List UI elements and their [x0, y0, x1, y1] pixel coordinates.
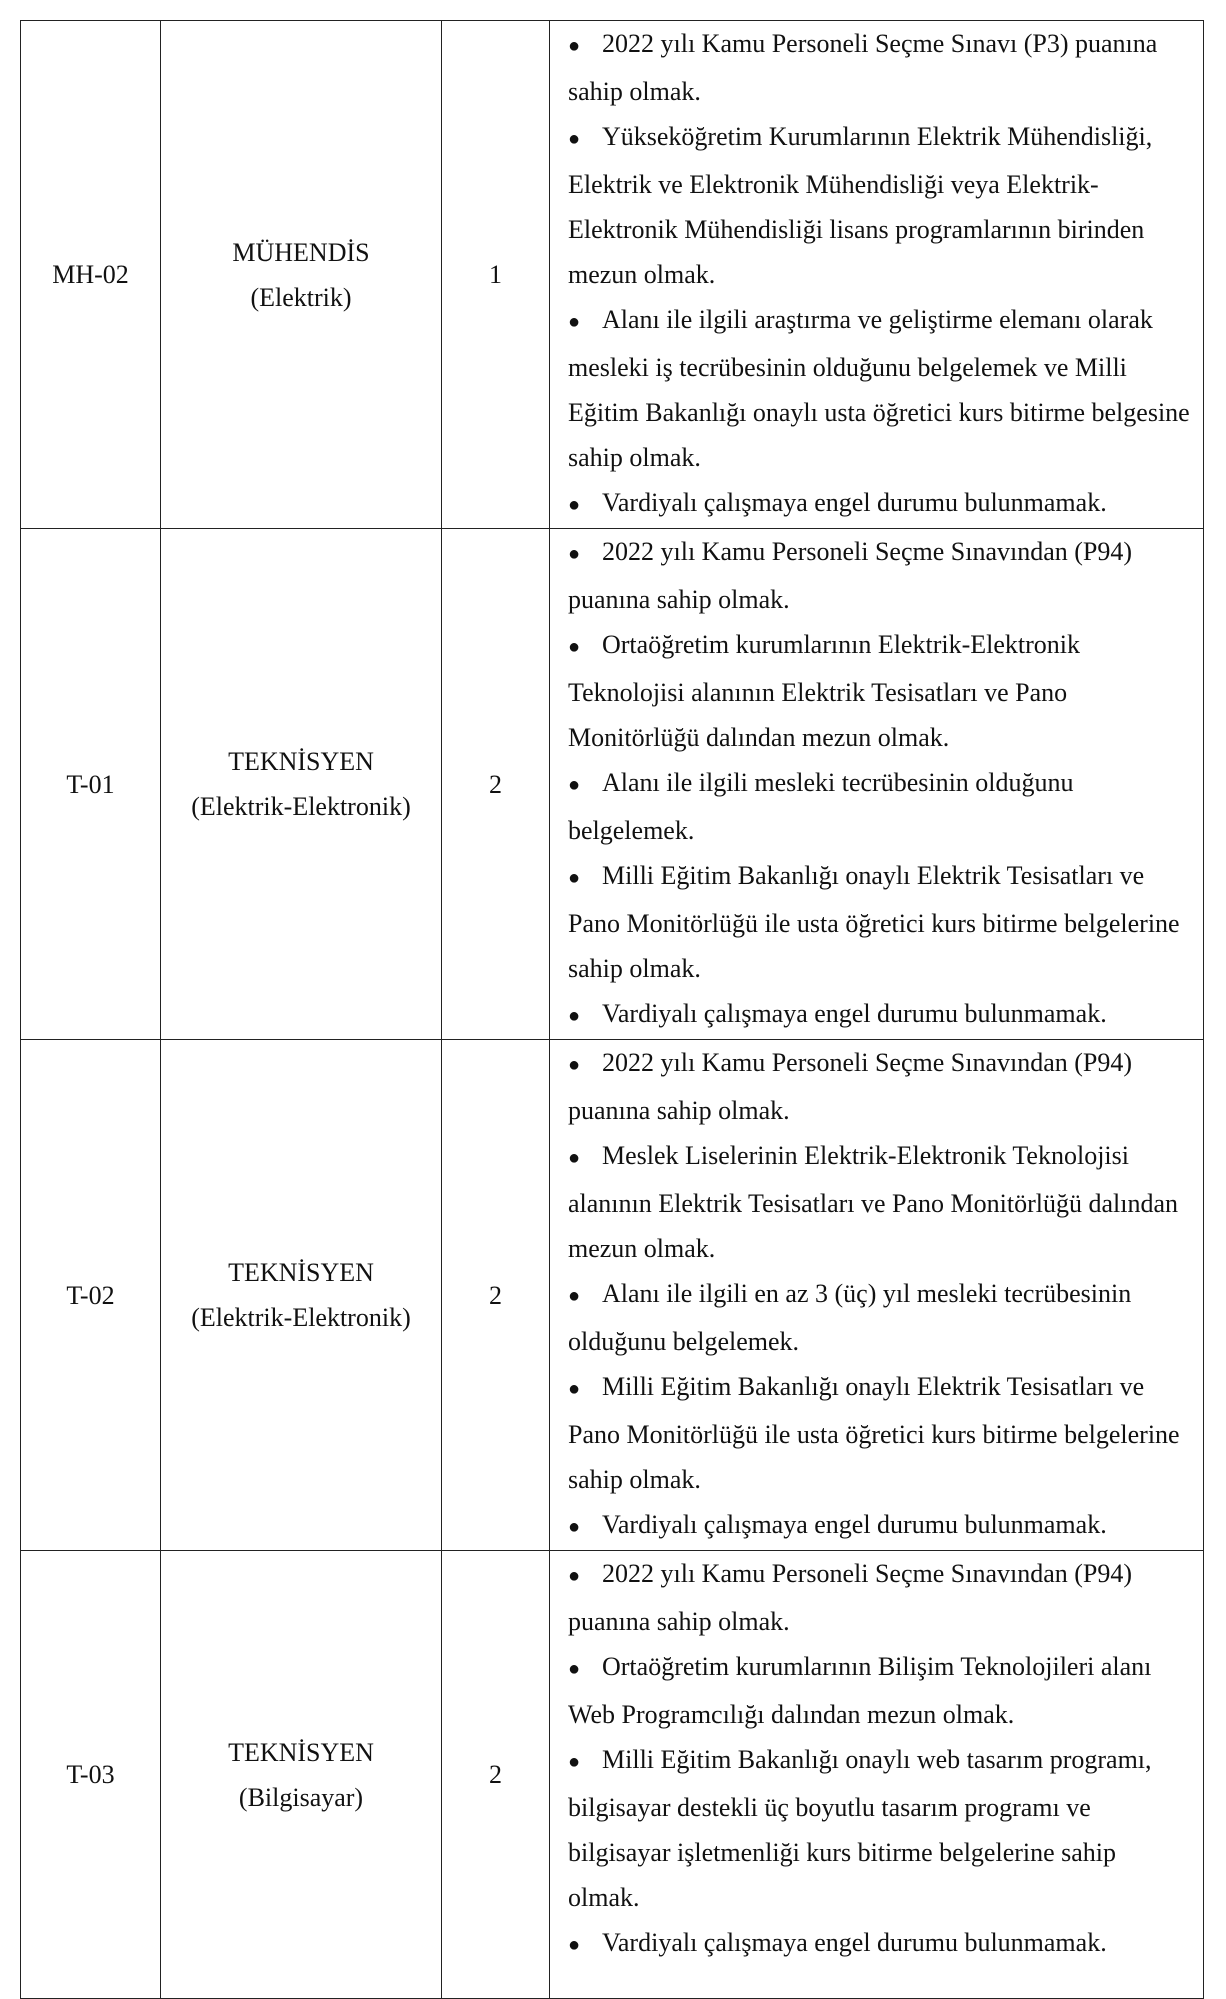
position-code: MH-02 — [21, 21, 161, 529]
bullet-icon: ● — [568, 1751, 581, 1773]
position-title: MÜHENDİS — [232, 237, 370, 267]
requirement-text: Milli Eğitim Bakanlığı onaylı web tasarım programı, bilgisayar destekli üç boyutlu tasarım programı ve bilgisayar işletmenliği kurs bitirme belgelerine sahip olmak. — [568, 1745, 1152, 1912]
requirement-text: Ortaöğretim kurumlarının Bilişim Teknolojileri alanı Web Programcılığı dalından mezun olmak. — [568, 1652, 1152, 1729]
bullet-icon: ● — [568, 311, 581, 333]
requirement-text: Alanı ile ilgili en az 3 (üç) yıl mesleki tecrübesinin olduğunu belgelemek. — [568, 1279, 1132, 1356]
requirements-cell — [550, 21, 1204, 529]
position-subtitle: (Elektrik-Elektronik) — [191, 792, 411, 821]
requirement-text: Vardiyalı çalışmaya engel durumu bulunmamak. — [602, 999, 1107, 1028]
position-count: 1 — [442, 21, 550, 529]
requirement-text: Vardiyalı çalışmaya engel durumu bulunmamak. — [602, 488, 1107, 517]
bullet-icon: ● — [568, 1285, 581, 1307]
list-item — [568, 114, 1193, 297]
requirements-table — [20, 20, 1204, 1999]
position-title: TEKNİSYEN — [228, 1258, 374, 1287]
bullet-icon: ● — [568, 636, 581, 658]
list-item — [568, 297, 1193, 480]
bullet-icon: ● — [568, 1658, 581, 1680]
list-item — [568, 21, 1193, 114]
bullet-icon: ● — [568, 1516, 581, 1538]
position-code: T-02 — [21, 1040, 161, 1551]
list-item — [568, 1644, 1193, 1737]
list-item — [568, 1737, 1193, 1920]
list-item — [568, 622, 1193, 760]
requirements-cell — [550, 1551, 1204, 1999]
requirement-text: Milli Eğitim Bakanlığı onaylı Elektrik Tesisatları ve Pano Monitörlüğü ile usta öğretici kurs bitirme belgelerine sahip olmak. — [568, 1372, 1180, 1494]
requirements-table-body — [21, 21, 1204, 1999]
bullet-icon: ● — [568, 128, 581, 150]
bullet-icon: ● — [568, 1378, 581, 1400]
list-item — [568, 480, 1193, 528]
list-item — [568, 853, 1193, 991]
table-row — [21, 529, 1204, 1040]
bullet-icon: ● — [568, 35, 581, 57]
table-row — [21, 21, 1204, 529]
bullet-icon: ● — [568, 494, 581, 516]
position-count: 2 — [442, 1040, 550, 1551]
requirement-text: Meslek Liselerinin Elektrik-Elektronik Teknolojisi alanının Elektrik Tesisatları ve Pano Monitörlüğü dalından mezun olmak. — [568, 1141, 1179, 1263]
requirement-text: Vardiyalı çalışmaya engel durumu bulunmamak. — [602, 1928, 1107, 1957]
requirement-text: Alanı ile ilgili araştırma ve geliştirme elemanı olarak mesleki iş tecrübesinin olduğunu belgelemek ve Milli Eğitim Bakanlığı onaylı usta öğretici kurs bitirme belgesine sahip olmak. — [568, 305, 1190, 472]
requirement-text: Milli Eğitim Bakanlığı onaylı Elektrik Tesisatları ve Pano Monitörlüğü ile usta öğretici kurs bitirme belgelerine sahip olmak. — [568, 861, 1180, 983]
position-title-cell — [161, 1551, 442, 1999]
position-title-cell — [161, 529, 442, 1040]
position-title-cell — [161, 21, 442, 529]
requirement-text: 2022 yılı Kamu Personeli Seçme Sınavı (P3) puanına sahip olmak. — [568, 29, 1158, 106]
list-item — [568, 1271, 1193, 1364]
list-item — [568, 760, 1193, 853]
list-item — [568, 1502, 1193, 1550]
list-item — [568, 1551, 1193, 1644]
position-count: 2 — [442, 1551, 550, 1999]
list-item — [568, 1133, 1193, 1271]
bullet-icon: ● — [568, 1005, 581, 1027]
position-subtitle: (Bilgisayar) — [238, 1782, 364, 1812]
bullet-icon: ● — [568, 1054, 581, 1076]
list-item — [568, 991, 1193, 1039]
list-item — [568, 1040, 1193, 1133]
table-row — [21, 1040, 1204, 1551]
bullet-icon: ● — [568, 1147, 581, 1169]
bullet-icon: ● — [568, 1565, 581, 1587]
position-title: TEKNİSYEN — [228, 1737, 374, 1767]
requirement-text: Vardiyalı çalışmaya engel durumu bulunmamak. — [602, 1510, 1107, 1539]
requirements-cell — [550, 1040, 1204, 1551]
position-count: 2 — [442, 529, 550, 1040]
table-row — [21, 1551, 1204, 1999]
requirement-text: Yükseköğretim Kurumlarının Elektrik Mühendisliği, Elektrik ve Elektronik Mühendisliği veya Elektrik-Elektronik Mühendisliği lisans programlarının birinden mezun olmak. — [568, 122, 1153, 289]
list-item — [568, 529, 1193, 622]
list-item — [568, 1920, 1193, 1968]
requirements-cell — [550, 529, 1204, 1040]
requirement-text: 2022 yılı Kamu Personeli Seçme Sınavından (P94) puanına sahip olmak. — [568, 1048, 1133, 1125]
position-subtitle: (Elektrik-Elektronik) — [191, 1303, 411, 1332]
requirement-text: 2022 yılı Kamu Personeli Seçme Sınavından (P94) puanına sahip olmak. — [568, 537, 1133, 614]
requirement-text: Ortaöğretim kurumlarının Elektrik-Elektronik Teknolojisi alanının Elektrik Tesisatları ve Pano Monitörlüğü dalından mezun olmak. — [568, 630, 1080, 752]
position-code: T-03 — [21, 1551, 161, 1999]
position-subtitle: (Elektrik) — [250, 282, 352, 312]
bullet-icon: ● — [568, 1934, 581, 1956]
position-title-cell — [161, 1040, 442, 1551]
position-title: TEKNİSYEN — [228, 747, 374, 776]
bullet-icon: ● — [568, 543, 581, 565]
list-item — [568, 1364, 1193, 1502]
position-code: T-01 — [21, 529, 161, 1040]
requirement-text: Alanı ile ilgili mesleki tecrübesinin olduğunu belgelemek. — [568, 768, 1074, 845]
requirement-text: 2022 yılı Kamu Personeli Seçme Sınavından (P94) puanına sahip olmak. — [568, 1559, 1133, 1636]
bullet-icon: ● — [568, 867, 581, 889]
bullet-icon: ● — [568, 774, 581, 796]
